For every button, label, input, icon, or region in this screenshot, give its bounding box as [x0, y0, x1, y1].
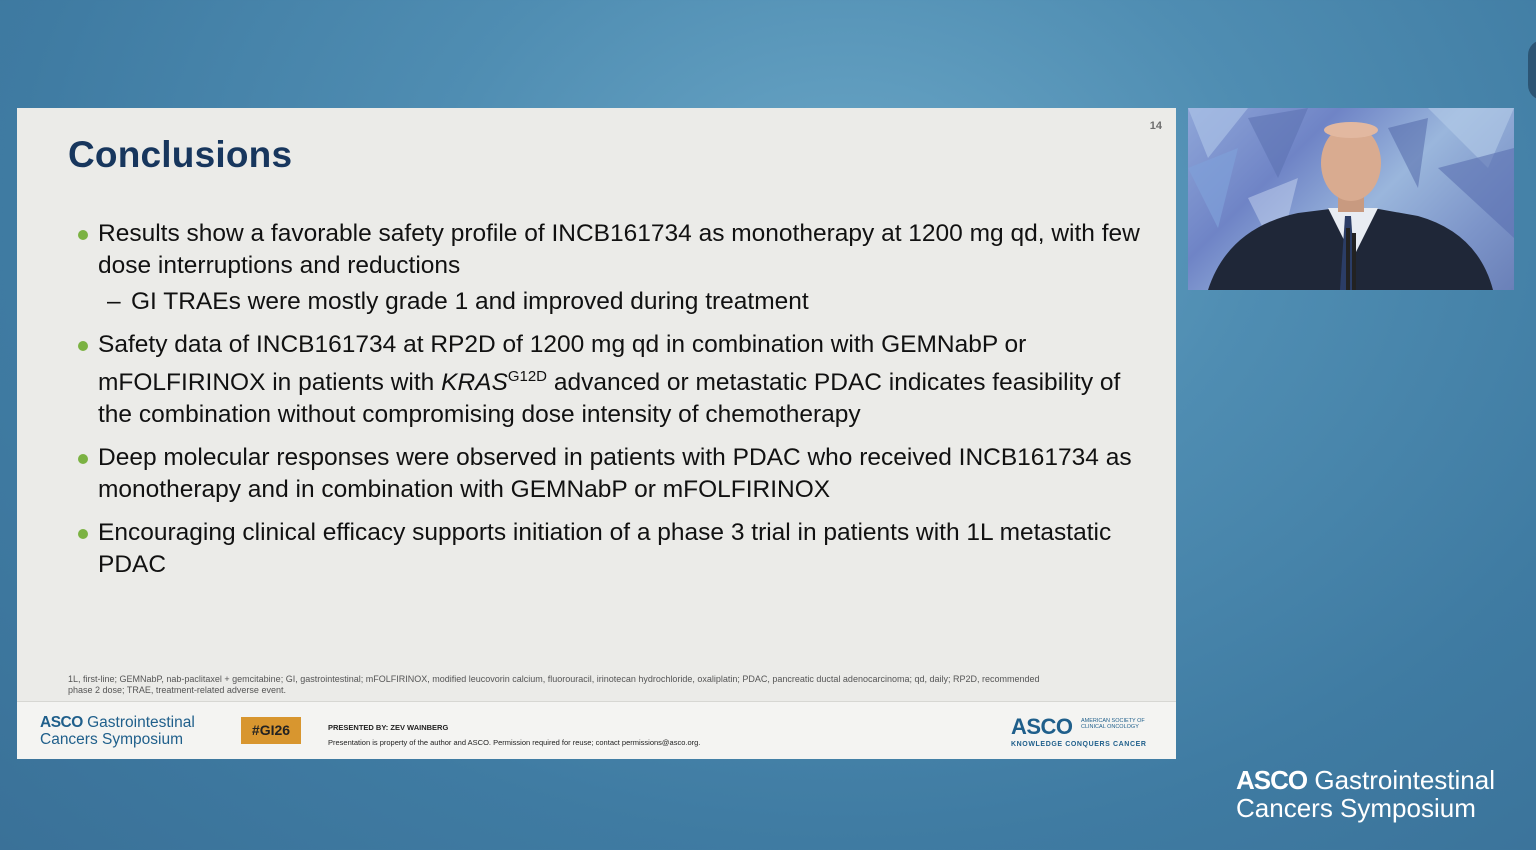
bullet-item — [75, 218, 1145, 318]
edge-decoration — [1528, 40, 1536, 100]
asco-tagline: KNOWLEDGE CONQUERS CANCER — [1010, 741, 1147, 748]
asco-org-wordmark: ASCO — [1010, 714, 1073, 739]
bullet-item — [75, 442, 1145, 506]
asco-org-logo — [1011, 714, 1151, 748]
bullet-text: Encouraging clinical efficacy supports initiation of a phase 3 trial in patients with 1L metastatic PDAC — [98, 519, 1112, 578]
slide-number: 14 — [1149, 120, 1162, 132]
logo-line2: Cancers Symposium — [40, 731, 183, 748]
speaker-video — [1188, 108, 1514, 290]
presenter-credit: PRESENTED BY: ZEV WAINBERG — [328, 723, 449, 732]
sub-bullet-item — [98, 286, 1145, 318]
bullet-text-pre: Safety data of INCB161734 at RP2D of 1200 mg qd in combination with GEMNabP or mFOLFIRINOX in patients with — [98, 331, 1027, 396]
footnote: 1L, first-line; GEMNabP, nab-paclitaxel + gemcitabine; GI, gastrointestinal; mFOLFIRINOX, modified leucovorin calcium, fluorouracil, irinotecan hydrochloride, oxaliplatin; PDAC, pancreatic ductal adenocarcinoma; qd, daily; RP2D, recommended phase 2 dose; TRAE, treatment-related adverse event. — [68, 674, 1040, 695]
hashtag-badge: #GI26 — [241, 717, 301, 744]
slide-footer — [17, 701, 1176, 759]
bullet-text: Results show a favorable safety profile of INCB161734 as monotherapy at 1200 mg qd, with few dose interruptions and reductions — [98, 220, 1140, 279]
gene-mutation: G12D — [507, 368, 548, 385]
bullet-dot-icon — [78, 529, 88, 539]
asco-wordmark: ASCO — [40, 714, 83, 731]
conclusion-list — [75, 218, 1145, 592]
bullet-dot-icon — [78, 341, 88, 351]
bullet-text-post: advanced or metastatic PDAC indicates feasibility of the combination without compromising dose intensity of chemotherapy — [98, 369, 1121, 428]
bullet-dot-icon — [78, 230, 88, 240]
speaker-image — [1188, 108, 1514, 290]
slide-title: Conclusions — [68, 134, 293, 175]
asco-org-name: AMERICAN SOCIETY OF CLINICAL ONCOLOGY — [1081, 718, 1145, 730]
property-notice: Presentation is property of the author and ASCO. Permission required for reuse; contact permissions@asco.org. — [328, 738, 701, 747]
gene-name: KRAS — [441, 369, 508, 396]
asco-gi-logo — [40, 714, 195, 748]
bullet-text: Deep molecular responses were observed in patients with PDAC who received INCB161734 as monotherapy and in combination with GEMNabP or mFOLFIRINOX — [98, 444, 1132, 503]
dash-icon: – — [107, 288, 121, 315]
sub-bullet-text: GI TRAEs were mostly grade 1 and improved during treatment — [131, 288, 809, 315]
corner-asco-wordmark: ASCO — [1236, 765, 1308, 795]
corner-line2: Cancers Symposium — [1236, 793, 1476, 823]
bullet-item — [75, 517, 1145, 581]
corner-line1: Gastrointestinal — [1314, 765, 1496, 795]
bullet-item — [75, 329, 1145, 431]
bullet-dot-icon — [78, 454, 88, 464]
presentation-slide — [17, 108, 1176, 759]
logo-line1: Gastrointestinal — [87, 714, 195, 731]
corner-brand-logo — [1236, 766, 1495, 822]
